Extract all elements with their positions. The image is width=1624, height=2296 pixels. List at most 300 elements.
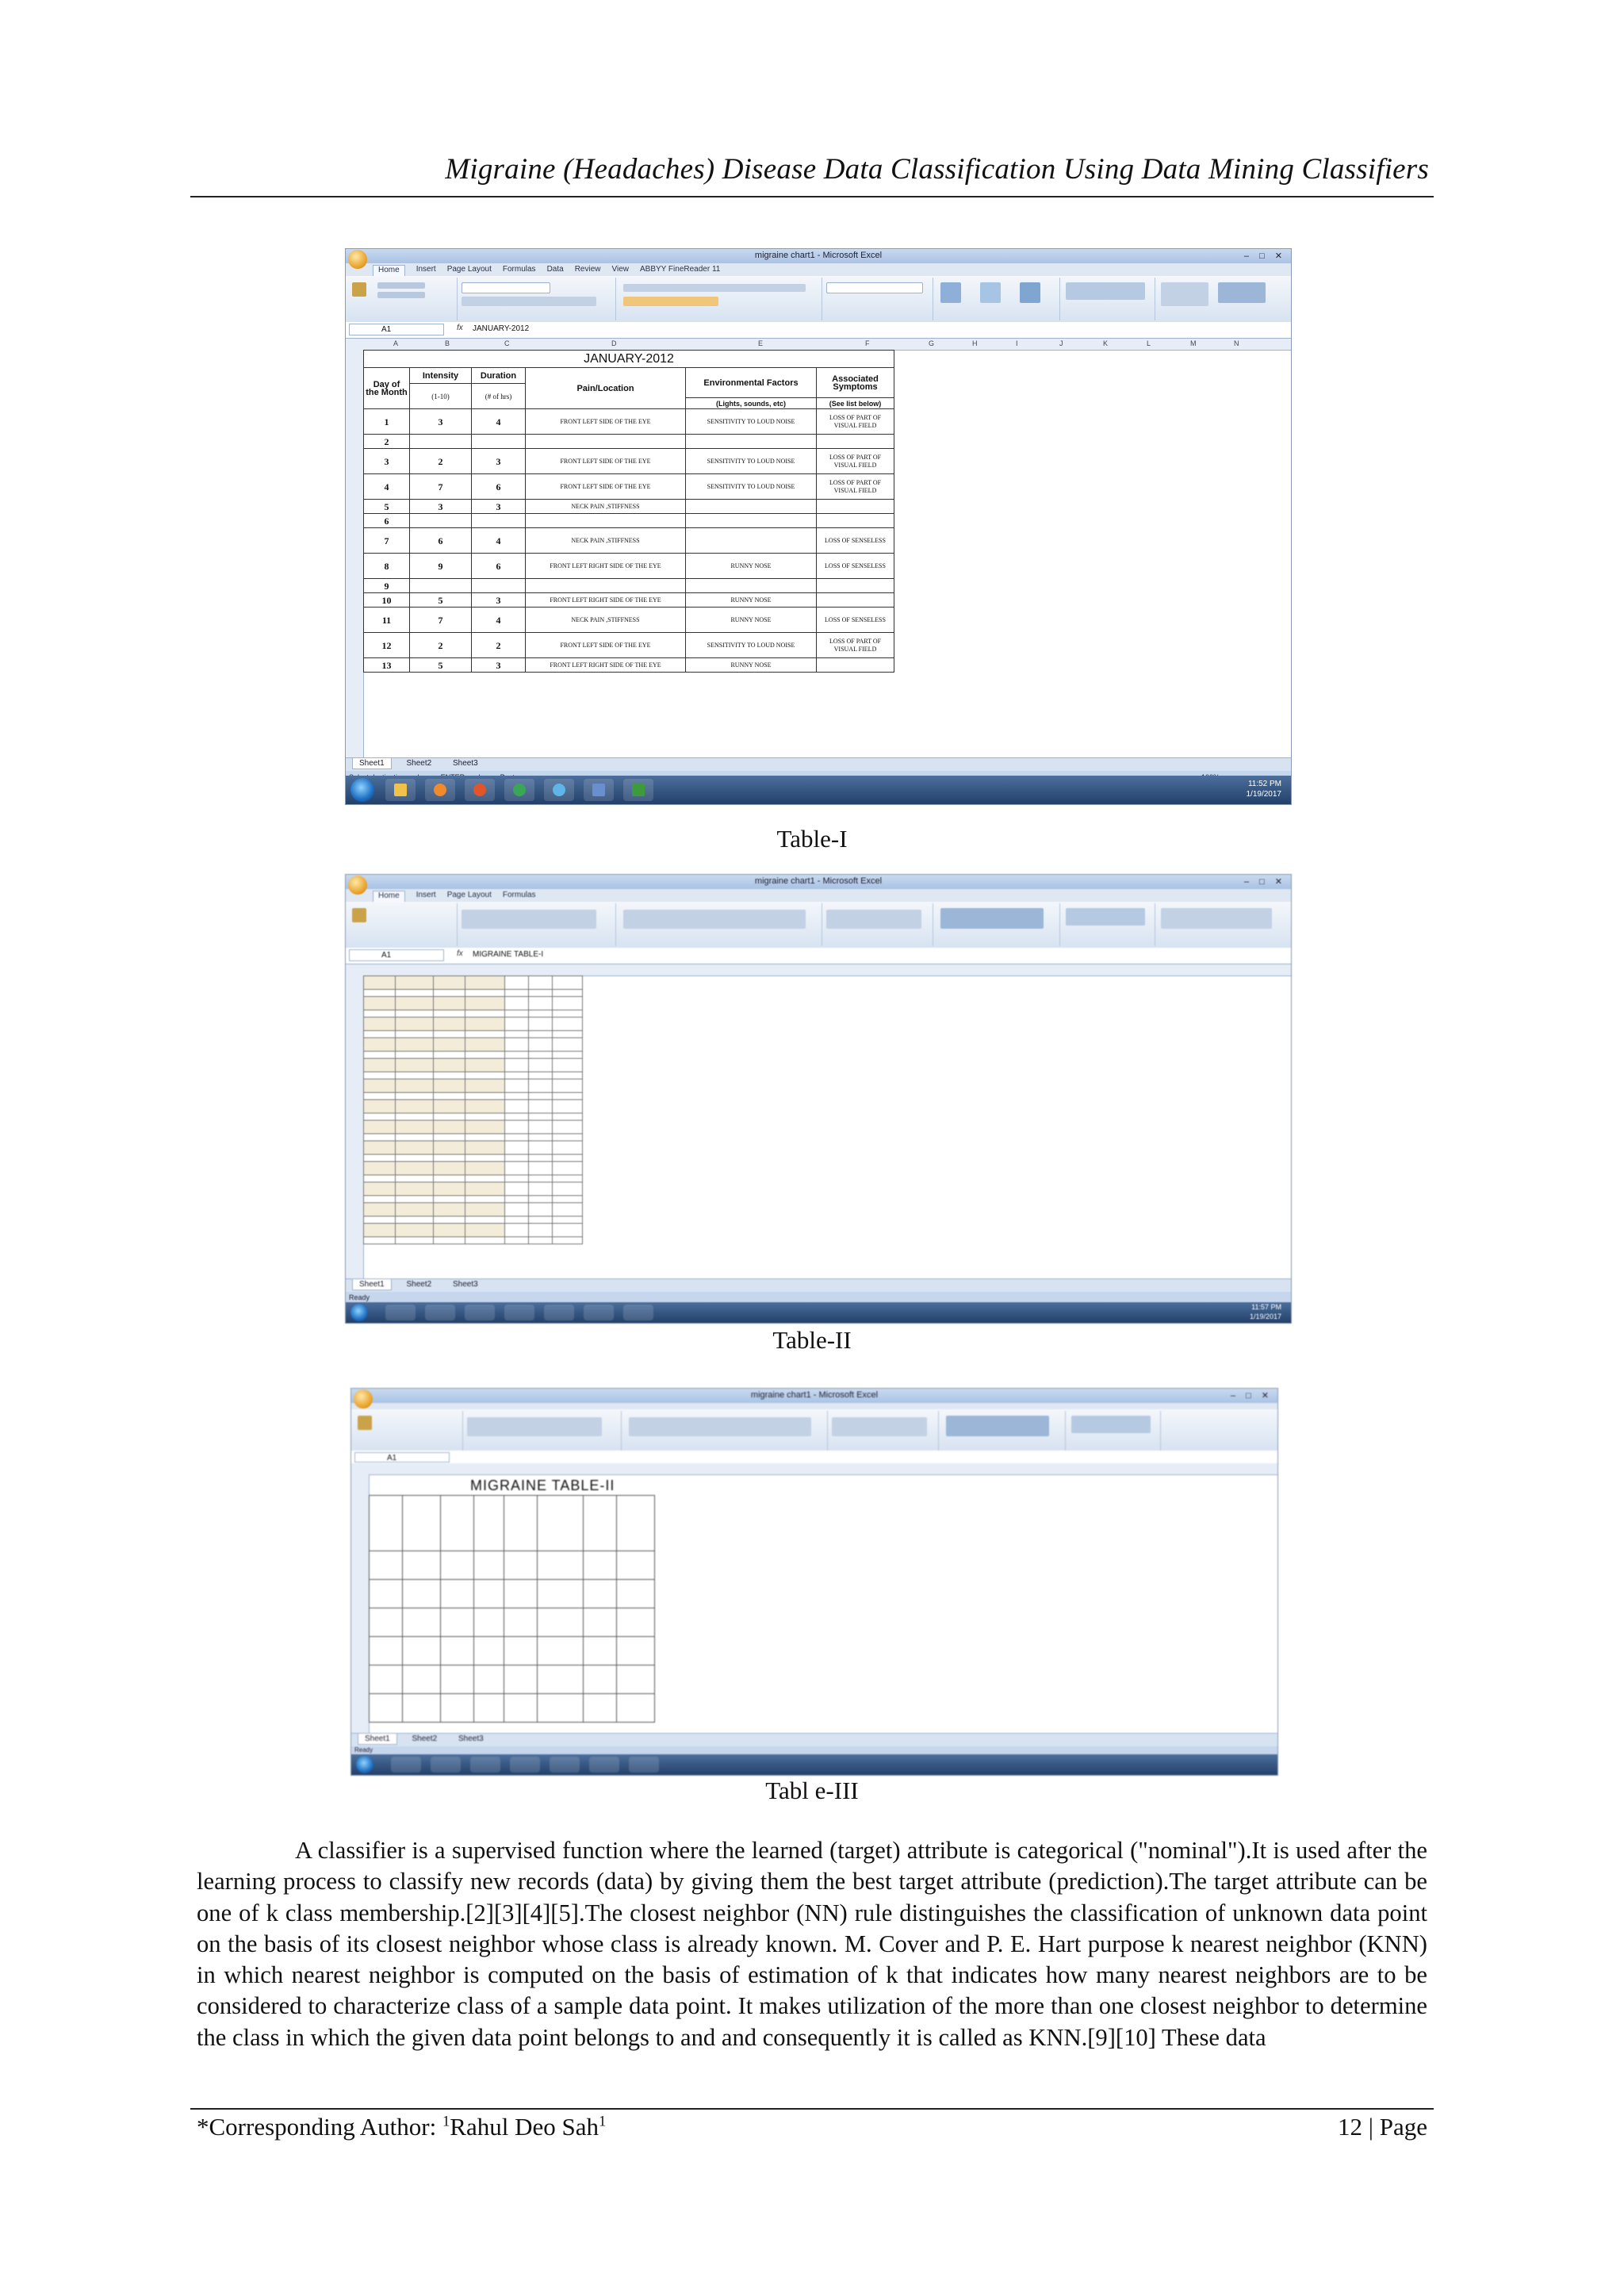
tab-view[interactable]: View — [611, 265, 629, 274]
cell-duration[interactable]: 3 — [472, 593, 526, 608]
cell[interactable] — [364, 976, 396, 990]
copy-icon[interactable] — [377, 292, 425, 298]
header-intensity-sub[interactable]: (1-10) — [410, 384, 472, 409]
cell[interactable] — [529, 1059, 553, 1072]
cut-icon[interactable] — [377, 282, 425, 289]
number-controls[interactable] — [832, 1417, 927, 1436]
cell[interactable] — [529, 1093, 553, 1100]
cell[interactable] — [441, 1637, 474, 1665]
cell[interactable] — [505, 1072, 529, 1079]
cell[interactable] — [364, 1203, 396, 1217]
cell-sym[interactable]: LOSS OF PART OF VISUAL FIELD — [817, 449, 894, 474]
cell[interactable] — [553, 1134, 583, 1141]
system-clock[interactable] — [1250, 1302, 1281, 1321]
formula-input[interactable]: MIGRAINE TABLE-I — [473, 950, 544, 959]
cell[interactable] — [505, 1018, 529, 1031]
cell[interactable] — [434, 1100, 465, 1114]
font-controls[interactable] — [462, 910, 596, 929]
col-e[interactable]: E — [758, 339, 764, 347]
cell-pain[interactable] — [526, 579, 686, 593]
col-b[interactable]: B — [445, 339, 450, 347]
cell[interactable] — [396, 1203, 434, 1217]
cell[interactable] — [553, 997, 583, 1010]
cell-sym[interactable] — [817, 579, 894, 593]
cell[interactable] — [364, 1079, 396, 1093]
cell[interactable] — [505, 1237, 529, 1244]
col-c[interactable]: C — [504, 339, 510, 347]
sort-find-icon[interactable] — [1218, 282, 1266, 303]
cell[interactable] — [553, 1237, 583, 1244]
cell[interactable] — [553, 1175, 583, 1182]
cell-intensity[interactable]: 5 — [410, 658, 472, 673]
cell[interactable] — [396, 1059, 434, 1072]
cell[interactable] — [617, 1608, 655, 1637]
cell[interactable] — [364, 1072, 396, 1079]
cell-intensity[interactable] — [410, 514, 472, 528]
cell-styles-icon[interactable] — [1020, 282, 1040, 303]
sheet-grid[interactable] — [346, 339, 1291, 757]
cell[interactable] — [396, 1093, 434, 1100]
cell[interactable] — [465, 1162, 505, 1175]
cell[interactable] — [474, 1551, 504, 1580]
cell[interactable] — [529, 1010, 553, 1018]
cell[interactable] — [529, 1038, 553, 1052]
cell[interactable] — [505, 990, 529, 997]
cell[interactable] — [396, 1038, 434, 1052]
cell[interactable] — [529, 1079, 553, 1093]
cell[interactable] — [505, 1031, 529, 1038]
cell[interactable] — [370, 1637, 403, 1665]
cell[interactable] — [504, 1694, 538, 1723]
name-box[interactable]: A1 — [354, 1452, 450, 1462]
cell[interactable] — [538, 1580, 584, 1608]
taskbar-media[interactable] — [431, 1757, 461, 1773]
cell[interactable] — [434, 1162, 465, 1175]
align-buttons[interactable] — [623, 284, 806, 292]
tab-formulas[interactable]: Formulas — [502, 265, 536, 274]
cell[interactable] — [434, 1182, 465, 1196]
cell[interactable] — [505, 1010, 529, 1018]
cell[interactable] — [505, 1079, 529, 1093]
cell[interactable] — [434, 1018, 465, 1031]
cell[interactable] — [504, 1496, 538, 1551]
cell[interactable] — [584, 1580, 617, 1608]
header-env[interactable]: Environmental Factors — [686, 368, 817, 398]
cell-env[interactable] — [686, 528, 817, 554]
cell-day[interactable]: 11 — [364, 608, 410, 633]
table-iii-title[interactable]: MIGRAINE TABLE-II — [470, 1478, 615, 1493]
format-table-icon[interactable] — [980, 282, 1001, 303]
cell[interactable] — [370, 1551, 403, 1580]
cell-pain[interactable]: FRONT LEFT SIDE OF THE EYE — [526, 409, 686, 435]
cell[interactable] — [529, 1072, 553, 1079]
cell[interactable] — [364, 1134, 396, 1141]
cell[interactable] — [538, 1637, 584, 1665]
cell[interactable] — [553, 1059, 583, 1072]
cell[interactable] — [396, 1134, 434, 1141]
cell[interactable] — [505, 1093, 529, 1100]
cell[interactable] — [434, 1155, 465, 1162]
cell[interactable] — [364, 1155, 396, 1162]
col-n[interactable]: N — [1234, 339, 1239, 347]
cell[interactable] — [529, 1052, 553, 1059]
col-m[interactable]: M — [1190, 339, 1197, 347]
cell[interactable] — [465, 1217, 505, 1224]
cell[interactable] — [529, 1121, 553, 1134]
cell-day[interactable]: 5 — [364, 500, 410, 514]
cell[interactable] — [504, 1551, 538, 1580]
cell-intensity[interactable]: 7 — [410, 608, 472, 633]
cell[interactable] — [364, 1052, 396, 1059]
col-k[interactable]: K — [1103, 339, 1109, 347]
sheet-tab-3[interactable]: Sheet3 — [458, 1734, 484, 1743]
taskbar-explorer[interactable] — [385, 1305, 416, 1320]
cell[interactable] — [553, 1182, 583, 1196]
sheet-tab-3[interactable]: Sheet3 — [452, 1280, 478, 1289]
cell[interactable] — [396, 1162, 434, 1175]
cell[interactable] — [434, 1114, 465, 1121]
cell[interactable] — [505, 1114, 529, 1121]
font-controls[interactable] — [467, 1417, 602, 1436]
cell-env[interactable] — [686, 514, 817, 528]
cell-pain[interactable]: FRONT LEFT RIGHT SIDE OF THE EYE — [526, 593, 686, 608]
office-button-icon[interactable] — [348, 250, 367, 269]
header-intensity[interactable]: Intensity — [410, 368, 472, 384]
cell[interactable] — [538, 1496, 584, 1551]
start-button-icon[interactable] — [350, 1304, 368, 1321]
cell[interactable] — [617, 1551, 655, 1580]
cell[interactable] — [505, 1224, 529, 1237]
styles-icons[interactable] — [946, 1416, 1049, 1436]
cell[interactable] — [505, 997, 529, 1010]
cell[interactable] — [434, 1196, 465, 1203]
cell[interactable] — [529, 997, 553, 1010]
cell-env[interactable]: RUNNY NOSE — [686, 608, 817, 633]
cell-intensity[interactable] — [410, 579, 472, 593]
tab-review[interactable]: Review — [574, 265, 601, 274]
cell-day[interactable]: 7 — [364, 528, 410, 554]
cell[interactable] — [474, 1637, 504, 1665]
cell[interactable] — [553, 1018, 583, 1031]
cell[interactable] — [617, 1637, 655, 1665]
cell[interactable] — [364, 1018, 396, 1031]
cell-intensity[interactable]: 6 — [410, 528, 472, 554]
cell[interactable] — [465, 1072, 505, 1079]
cell[interactable] — [396, 1010, 434, 1018]
cell[interactable] — [529, 976, 553, 990]
cell-duration[interactable]: 4 — [472, 528, 526, 554]
cell[interactable] — [505, 1175, 529, 1182]
editing-icons[interactable] — [1161, 908, 1272, 929]
cell[interactable] — [434, 1141, 465, 1155]
cell[interactable] — [441, 1694, 474, 1723]
cell-sym[interactable]: LOSS OF PART OF VISUAL FIELD — [817, 633, 894, 658]
cell[interactable] — [505, 1203, 529, 1217]
cell[interactable] — [465, 1052, 505, 1059]
cell[interactable] — [434, 1010, 465, 1018]
cell[interactable] — [584, 1551, 617, 1580]
cell[interactable] — [474, 1694, 504, 1723]
cell[interactable] — [538, 1694, 584, 1723]
cell[interactable] — [396, 990, 434, 997]
cell-sym[interactable] — [817, 435, 894, 449]
cell[interactable] — [396, 1052, 434, 1059]
cell-day[interactable]: 12 — [364, 633, 410, 658]
cell[interactable] — [364, 1141, 396, 1155]
cell[interactable] — [505, 1134, 529, 1141]
cell[interactable] — [434, 976, 465, 990]
sheet-tab-1[interactable]: Sheet1 — [358, 1734, 397, 1745]
sheet-tab-2[interactable]: Sheet2 — [406, 1280, 432, 1289]
taskbar-word[interactable] — [584, 779, 614, 801]
cell[interactable] — [364, 1162, 396, 1175]
cell[interactable] — [505, 1141, 529, 1155]
cell[interactable] — [553, 1052, 583, 1059]
cell[interactable] — [396, 1196, 434, 1203]
window-controls[interactable]: – □ ✕ — [1243, 877, 1286, 887]
cell[interactable] — [403, 1694, 441, 1723]
col-i[interactable]: I — [1016, 339, 1018, 347]
cell[interactable] — [441, 1608, 474, 1637]
cell[interactable] — [553, 1155, 583, 1162]
cell[interactable] — [553, 1038, 583, 1052]
cell-intensity[interactable]: 3 — [410, 409, 472, 435]
cell[interactable] — [504, 1665, 538, 1694]
cell-env[interactable]: RUNNY NOSE — [686, 593, 817, 608]
system-clock[interactable] — [1247, 779, 1282, 799]
taskbar-word[interactable] — [589, 1757, 619, 1773]
cell[interactable] — [364, 1196, 396, 1203]
cell-day[interactable]: 6 — [364, 514, 410, 528]
cell-pain[interactable]: FRONT LEFT SIDE OF THE EYE — [526, 449, 686, 474]
cell[interactable] — [505, 1121, 529, 1134]
cell-env[interactable]: SENSITIVITY TO LOUD NOISE — [686, 449, 817, 474]
cell[interactable] — [396, 1018, 434, 1031]
cell[interactable] — [396, 1237, 434, 1244]
cell-env[interactable]: RUNNY NOSE — [686, 658, 817, 673]
cell-duration[interactable] — [472, 579, 526, 593]
cell[interactable] — [505, 1059, 529, 1072]
sheet-tab-1[interactable]: Sheet1 — [352, 1279, 392, 1290]
tab-page-layout[interactable]: Page Layout — [446, 265, 492, 274]
cell[interactable] — [584, 1637, 617, 1665]
cell[interactable] — [529, 1175, 553, 1182]
tab-insert[interactable]: Insert — [416, 891, 436, 899]
align-controls[interactable] — [629, 1417, 811, 1436]
taskbar-explorer[interactable] — [391, 1757, 421, 1773]
cell[interactable] — [553, 1224, 583, 1237]
cell-day[interactable]: 13 — [364, 658, 410, 673]
cell[interactable] — [584, 1496, 617, 1551]
cell[interactable] — [465, 1018, 505, 1031]
cell-env[interactable]: SENSITIVITY TO LOUD NOISE — [686, 474, 817, 500]
cell[interactable] — [364, 1031, 396, 1038]
table-i-title[interactable]: JANUARY-2012 — [364, 351, 894, 368]
cell-intensity[interactable] — [410, 435, 472, 449]
taskbar-excel[interactable] — [623, 1305, 653, 1320]
cell-pain[interactable]: FRONT LEFT RIGHT SIDE OF THE EYE — [526, 554, 686, 579]
cell[interactable] — [553, 976, 583, 990]
cell[interactable] — [474, 1580, 504, 1608]
sheet-grid[interactable] — [346, 964, 1291, 1278]
cell[interactable] — [465, 1059, 505, 1072]
cell-env[interactable]: RUNNY NOSE — [686, 554, 817, 579]
cell[interactable] — [396, 1224, 434, 1237]
paste-icon[interactable] — [352, 908, 366, 922]
cell-intensity[interactable]: 9 — [410, 554, 472, 579]
cell-duration[interactable]: 3 — [472, 500, 526, 514]
cell-intensity[interactable]: 5 — [410, 593, 472, 608]
cell[interactable] — [553, 1093, 583, 1100]
cell[interactable] — [396, 1100, 434, 1114]
cell-env[interactable] — [686, 500, 817, 514]
number-controls[interactable] — [826, 910, 921, 929]
cell[interactable] — [396, 1141, 434, 1155]
cell[interactable] — [434, 1175, 465, 1182]
cell[interactable] — [553, 1141, 583, 1155]
cell[interactable] — [396, 1079, 434, 1093]
cell-sym[interactable] — [817, 514, 894, 528]
header-duration-sub[interactable]: (# of hrs) — [472, 384, 526, 409]
cell[interactable] — [370, 1665, 403, 1694]
cell[interactable] — [370, 1608, 403, 1637]
cell[interactable] — [553, 1217, 583, 1224]
taskbar-chrome[interactable] — [504, 1305, 534, 1320]
font-format-buttons[interactable] — [462, 297, 596, 306]
insert-delete-format-icons[interactable] — [1066, 282, 1145, 300]
cell-duration[interactable]: 4 — [472, 409, 526, 435]
window-controls[interactable]: – □ ✕ — [1230, 1391, 1273, 1401]
cell[interactable] — [364, 1217, 396, 1224]
cell[interactable] — [370, 1580, 403, 1608]
cell[interactable] — [434, 1093, 465, 1100]
conditional-format-icon[interactable] — [940, 282, 961, 303]
styles-icons[interactable] — [940, 908, 1044, 929]
name-box[interactable]: A1 — [349, 324, 444, 335]
taskbar-firefox[interactable] — [465, 779, 495, 801]
cell[interactable] — [364, 1175, 396, 1182]
cell[interactable] — [505, 1100, 529, 1114]
cell[interactable] — [396, 1072, 434, 1079]
cell[interactable] — [465, 1141, 505, 1155]
cell[interactable] — [370, 1496, 403, 1551]
cell[interactable] — [434, 1038, 465, 1052]
cell-duration[interactable] — [472, 514, 526, 528]
cell[interactable] — [529, 1182, 553, 1196]
cell-intensity[interactable]: 3 — [410, 500, 472, 514]
cell[interactable] — [403, 1637, 441, 1665]
cell[interactable] — [553, 990, 583, 997]
cells-icons[interactable] — [1066, 908, 1145, 926]
cell[interactable] — [441, 1580, 474, 1608]
paste-icon[interactable] — [358, 1416, 372, 1430]
cell[interactable] — [364, 1100, 396, 1114]
cell-duration[interactable]: 3 — [472, 658, 526, 673]
cell[interactable] — [553, 1079, 583, 1093]
cell[interactable] — [465, 1079, 505, 1093]
name-box[interactable]: A1 — [349, 949, 444, 961]
cell[interactable] — [505, 976, 529, 990]
cell[interactable] — [364, 1114, 396, 1121]
cell[interactable] — [434, 997, 465, 1010]
cell[interactable] — [465, 1175, 505, 1182]
cell[interactable] — [465, 1182, 505, 1196]
cell[interactable] — [465, 1010, 505, 1018]
cell-duration[interactable]: 2 — [472, 633, 526, 658]
cell[interactable] — [504, 1580, 538, 1608]
cell-day[interactable]: 9 — [364, 579, 410, 593]
cell[interactable] — [553, 1162, 583, 1175]
cell[interactable] — [434, 1134, 465, 1141]
cell[interactable] — [529, 1162, 553, 1175]
autosum-icon[interactable] — [1161, 282, 1208, 306]
cell-sym[interactable]: LOSS OF SENSELESS — [817, 608, 894, 633]
tab-insert[interactable]: Insert — [416, 265, 436, 274]
cell[interactable] — [434, 1052, 465, 1059]
tab-home[interactable]: Home — [373, 265, 405, 276]
cell[interactable] — [553, 1203, 583, 1217]
cell[interactable] — [465, 1155, 505, 1162]
cell[interactable] — [441, 1551, 474, 1580]
cell[interactable] — [553, 1010, 583, 1018]
cell[interactable] — [465, 1224, 505, 1237]
cell[interactable] — [403, 1665, 441, 1694]
cell-sym[interactable]: LOSS OF SENSELESS — [817, 554, 894, 579]
align-controls[interactable] — [623, 910, 806, 929]
cell[interactable] — [505, 1182, 529, 1196]
cell[interactable] — [403, 1496, 441, 1551]
col-g[interactable]: G — [929, 339, 935, 347]
cell[interactable] — [364, 1038, 396, 1052]
cell-day[interactable]: 10 — [364, 593, 410, 608]
cell[interactable] — [396, 1175, 434, 1182]
cell[interactable] — [529, 1203, 553, 1217]
col-h[interactable]: H — [972, 339, 978, 347]
cell[interactable] — [584, 1665, 617, 1694]
cell-sym[interactable]: LOSS OF PART OF VISUAL FIELD — [817, 474, 894, 500]
cell[interactable] — [465, 1100, 505, 1114]
cell-env[interactable] — [686, 435, 817, 449]
cell-env[interactable]: SENSITIVITY TO LOUD NOISE — [686, 633, 817, 658]
cell-sym[interactable] — [817, 500, 894, 514]
tab-abbyy[interactable]: ABBYY FineReader 11 — [639, 265, 721, 274]
cell[interactable] — [434, 1059, 465, 1072]
cell[interactable] — [403, 1551, 441, 1580]
taskbar-firefox[interactable] — [465, 1305, 495, 1320]
header-duration[interactable]: Duration — [472, 368, 526, 384]
cell-sym[interactable] — [817, 658, 894, 673]
cell[interactable] — [529, 1237, 553, 1244]
cell[interactable] — [396, 1121, 434, 1134]
cell[interactable] — [505, 1196, 529, 1203]
col-j[interactable]: J — [1059, 339, 1063, 347]
cell[interactable] — [364, 1182, 396, 1196]
cells-icons[interactable] — [1071, 1416, 1151, 1433]
cell-pain[interactable]: FRONT LEFT SIDE OF THE EYE — [526, 474, 686, 500]
merge-center-button[interactable] — [623, 297, 718, 306]
tab-data[interactable]: Data — [546, 265, 564, 274]
cell[interactable] — [396, 997, 434, 1010]
cell-intensity[interactable]: 2 — [410, 633, 472, 658]
cell[interactable] — [396, 1182, 434, 1196]
cell-sym[interactable]: LOSS OF SENSELESS — [817, 528, 894, 554]
cell[interactable] — [396, 1217, 434, 1224]
cell[interactable] — [529, 1224, 553, 1237]
col-d[interactable]: D — [611, 339, 617, 347]
cell[interactable] — [553, 1100, 583, 1114]
cell-pain[interactable] — [526, 435, 686, 449]
start-button-icon[interactable] — [356, 1756, 373, 1773]
